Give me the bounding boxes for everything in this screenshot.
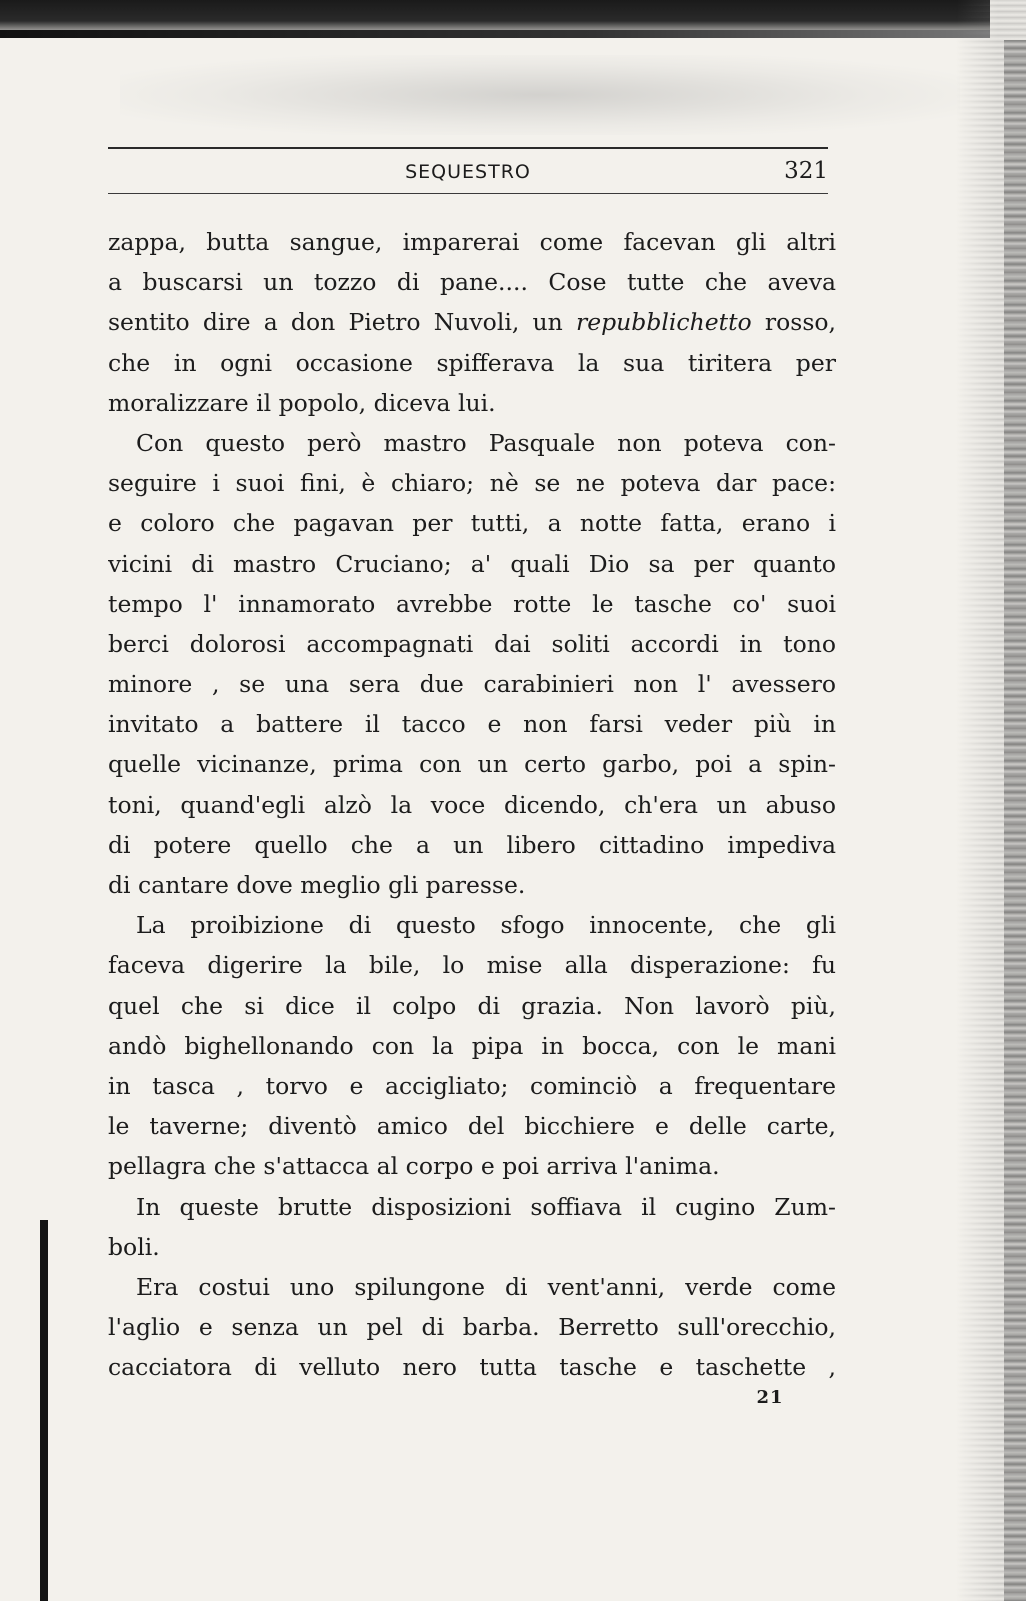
- scan-smudge: [120, 55, 960, 135]
- text-line: e coloro che pagavan per tutti, a notte fatta, erano i: [108, 509, 836, 538]
- header-rule-bottom: [108, 193, 828, 194]
- paragraph-start: In queste brutte disposizioni soffiava il cugino Zum-: [136, 1192, 836, 1221]
- text-line: sentito dire a don Pietro Nuvoli, un repubblichetto rosso,: [108, 308, 836, 337]
- paragraph-start: La proibizione di questo sfogo innocente, che gli: [136, 911, 836, 940]
- text-line: zappa, butta sangue, imparerai come facevan gli altri: [108, 228, 836, 256]
- paragraph-start: Era costui uno spilungone di vent'anni, verde come: [136, 1272, 836, 1301]
- text-line: toni, quand'egli alzò la voce dicendo, ch'era un abuso: [108, 790, 836, 819]
- scan-right-shadow: [1004, 40, 1026, 1601]
- running-head: [108, 158, 828, 186]
- scan-top-edge: [0, 30, 990, 38]
- text-line: a buscarsi un tozzo di pane.... Cose tutte che aveva: [108, 268, 836, 297]
- text-line: cacciatora di velluto nero tutta tasche e taschette ,: [108, 1353, 836, 1382]
- text-line: berci dolorosi accompagnati dai soliti accordi in tono: [108, 629, 836, 658]
- text-line: moralizzare il popolo, diceva lui.: [108, 388, 496, 417]
- text-line: quel che si dice il colpo di grazia. Non lavorò più,: [108, 991, 836, 1020]
- signature-mark: 21: [756, 1387, 784, 1408]
- text-line: boli.: [108, 1232, 160, 1261]
- body-text: [108, 222, 836, 1387]
- scan-left-edge: [40, 1220, 48, 1601]
- text-line: faceva digerire la bile, lo mise alla disperazione: fu: [108, 951, 836, 980]
- text-line: in tasca , torvo e accigliato; cominciò a frequentare: [108, 1071, 836, 1100]
- text-line: minore , se una sera due carabinieri non l' avessero: [108, 670, 836, 699]
- paragraph-start: Con questo però mastro Pasquale non poteva con-: [136, 428, 836, 457]
- text-line: tempo l' innamorato avrebbe rotte le tasche co' suoi: [108, 589, 836, 618]
- text-line: andò bighellonando con la pipa in bocca, con le mani: [108, 1031, 836, 1060]
- text-line: seguire i suoi fini, è chiaro; nè se ne poteva dar pace:: [108, 469, 836, 498]
- text-line: le taverne; diventò amico del bicchiere e delle carte,: [108, 1112, 836, 1141]
- text-line: che in ogni occasione spifferava la sua tiritera per: [108, 348, 836, 377]
- page-number: 321: [784, 158, 828, 184]
- italic-word: repubblichetto: [575, 308, 752, 337]
- text-line: quelle vicinanze, prima con un certo garbo, poi a spin-: [108, 750, 836, 779]
- text-line: di potere quello che a un libero cittadino impediva: [108, 830, 836, 859]
- text-line: pellagra che s'attacca al corpo e poi arriva l'anima.: [108, 1152, 720, 1181]
- text-line: invitato a battere il tacco e non farsi veder più in: [108, 710, 836, 739]
- running-title: SEQUESTRO: [405, 161, 531, 183]
- text-line: vicini di mastro Cruciano; a' quali Dio sa per quanto: [108, 549, 836, 578]
- text-line: l'aglio e senza un pel di barba. Berretto sull'orecchio,: [108, 1313, 836, 1342]
- text-line: di cantare dove meglio gli paresse.: [108, 871, 526, 899]
- header-rule-top: [108, 147, 828, 149]
